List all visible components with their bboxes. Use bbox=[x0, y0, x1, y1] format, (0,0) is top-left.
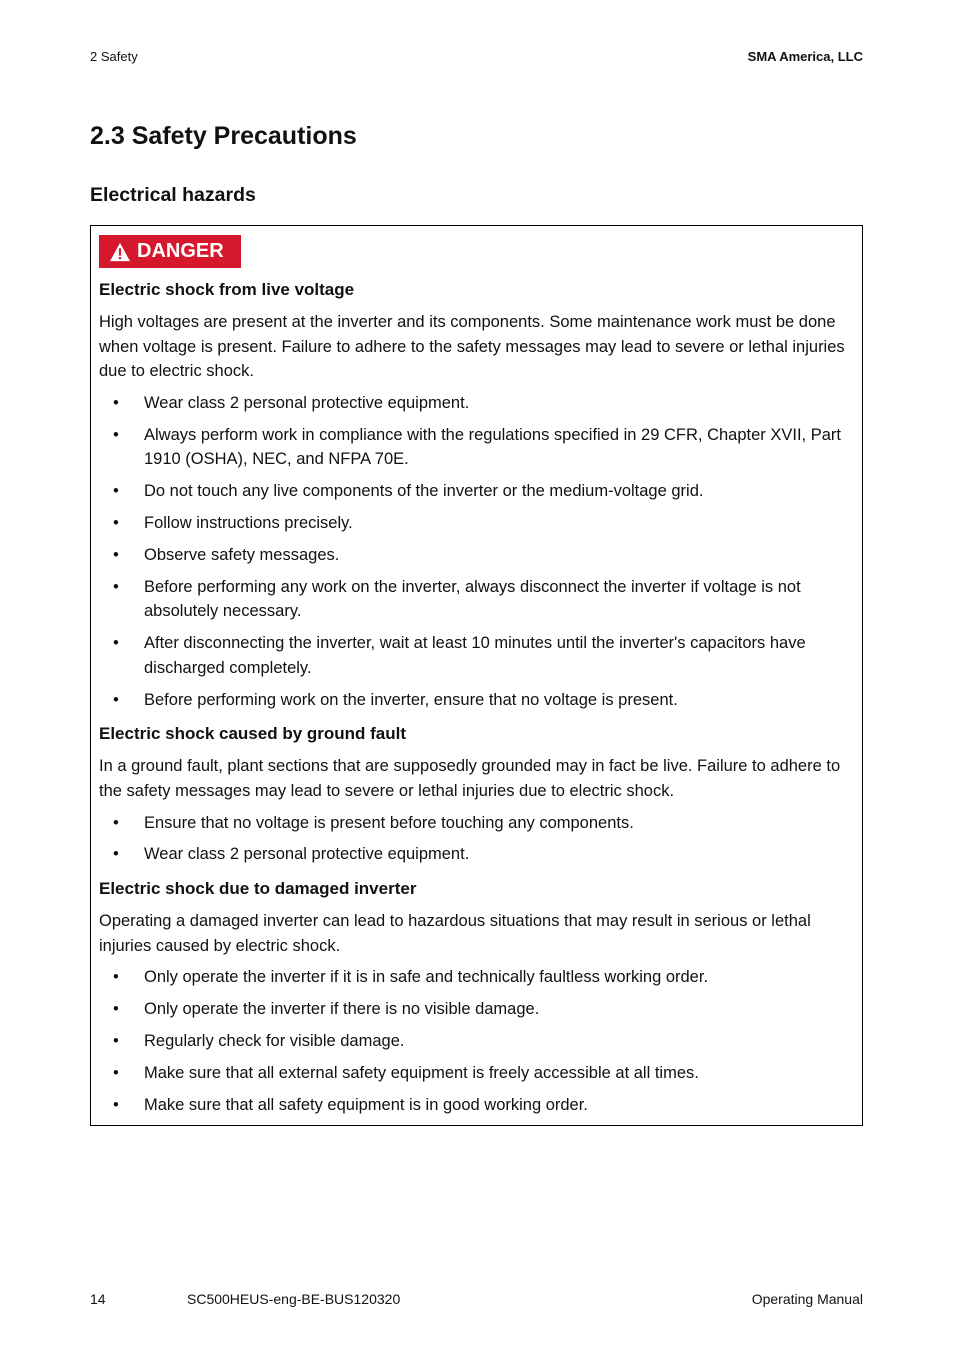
bullet-icon: • bbox=[113, 813, 119, 832]
bullet-icon: • bbox=[113, 1000, 119, 1019]
list-item bbox=[99, 423, 856, 472]
list-item bbox=[99, 391, 856, 416]
bullet-icon: • bbox=[113, 634, 119, 653]
hazard-description: Operating a damaged inverter can lead to hazardous situations that may result in serious or lethal injuries caused by electric shock. bbox=[99, 912, 811, 955]
document-type: Operating Manual bbox=[751, 1291, 863, 1307]
list-item-text: Wear class 2 personal protective equipment. bbox=[144, 845, 470, 864]
page-number: 14 bbox=[90, 1291, 106, 1307]
list-item-text: Wear class 2 personal protective equipment. bbox=[144, 393, 470, 412]
subsection-title: Electrical hazards bbox=[90, 184, 256, 206]
list-item bbox=[99, 479, 856, 504]
list-item bbox=[99, 575, 856, 624]
list-item bbox=[99, 631, 856, 680]
bullet-icon: • bbox=[113, 545, 119, 564]
list-item bbox=[99, 965, 856, 990]
list-item-text: Make sure that all external safety equipment is freely accessible at all times. bbox=[144, 1063, 699, 1082]
list-item-text: Observe safety messages. bbox=[144, 545, 340, 564]
warning-triangle-icon bbox=[109, 242, 131, 262]
hazard-heading: Electric shock due to damaged inverter bbox=[99, 879, 417, 899]
list-item bbox=[99, 1061, 856, 1086]
hazard-description: High voltages are present at the inverter and its components. Some maintenance work must be done when voltage is present. Failure to adhere to the safety messages may lead to severe or lethal injuries due to electric shock. bbox=[99, 313, 845, 381]
list-item bbox=[99, 511, 856, 536]
bullet-icon: • bbox=[113, 968, 119, 987]
bullet-icon: • bbox=[113, 425, 119, 444]
bullet-icon: • bbox=[113, 577, 119, 596]
list-item bbox=[99, 842, 856, 867]
danger-content bbox=[99, 278, 856, 1127]
list-item-text: After disconnecting the inverter, wait at least 10 minutes until the inverter's capacitors have discharged completely. bbox=[144, 634, 806, 677]
danger-box bbox=[90, 225, 863, 1126]
list-item-text: Only operate the inverter if there is no visible damage. bbox=[144, 1000, 540, 1019]
bullet-icon: • bbox=[113, 1063, 119, 1082]
bullet-icon: • bbox=[113, 690, 119, 709]
list-item-text: Do not touch any live components of the inverter or the medium-voltage grid. bbox=[144, 482, 704, 501]
document-id: SC500HEUS-eng-BE-BUS120320 bbox=[187, 1291, 401, 1307]
bullet-icon: • bbox=[113, 1032, 119, 1051]
list-item bbox=[99, 811, 856, 836]
list-item-text: Regularly check for visible damage. bbox=[144, 1032, 405, 1051]
bullet-icon: • bbox=[113, 393, 119, 412]
list-item bbox=[99, 1093, 856, 1118]
list-item-text: Before performing any work on the inverter, always disconnect the inverter if voltage is not absolutely necessary. bbox=[144, 577, 801, 621]
hazard-measures-list bbox=[99, 811, 856, 867]
bullet-icon: • bbox=[113, 514, 119, 533]
list-item-text: Only operate the inverter if it is in safe and technically faultless working order. bbox=[144, 968, 709, 987]
bullet-icon: • bbox=[113, 482, 119, 501]
hazard-description: In a ground fault, plant sections that are supposedly grounded may in fact be live. Failure to adhere to the safety messages may lead to severe or lethal injuries due to electric shock. bbox=[99, 757, 841, 800]
list-item-text: Ensure that no voltage is present before touching any components. bbox=[144, 813, 634, 832]
running-header-company: SMA America, LLC bbox=[747, 49, 863, 64]
hazard-heading: Electric shock from live voltage bbox=[99, 280, 355, 299]
danger-label bbox=[99, 235, 241, 268]
running-header-chapter: 2 Safety bbox=[90, 49, 138, 64]
hazard-measures-list bbox=[99, 965, 856, 1117]
bullet-icon: • bbox=[113, 845, 119, 864]
list-item-text: Always perform work in compliance with the regulations specified in 29 CFR, Chapter XVII, Part 1910 (OSHA), NEC, and NFPA 70E. bbox=[144, 425, 841, 469]
list-item bbox=[99, 688, 856, 713]
list-item-text: Follow instructions precisely. bbox=[144, 514, 353, 533]
hazard-measures-list bbox=[99, 391, 856, 713]
hazard-heading: Electric shock caused by ground fault bbox=[99, 724, 407, 744]
danger-label-text: DANGER bbox=[137, 240, 224, 262]
list-item bbox=[99, 997, 856, 1022]
bullet-icon: • bbox=[113, 1095, 119, 1114]
section-title: 2.3 Safety Precautions bbox=[90, 122, 357, 150]
list-item bbox=[99, 543, 856, 568]
list-item-text: Before performing work on the inverter, ensure that no voltage is present. bbox=[144, 690, 678, 709]
list-item bbox=[99, 1029, 856, 1054]
list-item-text: Make sure that all safety equipment is in good working order. bbox=[144, 1095, 588, 1114]
